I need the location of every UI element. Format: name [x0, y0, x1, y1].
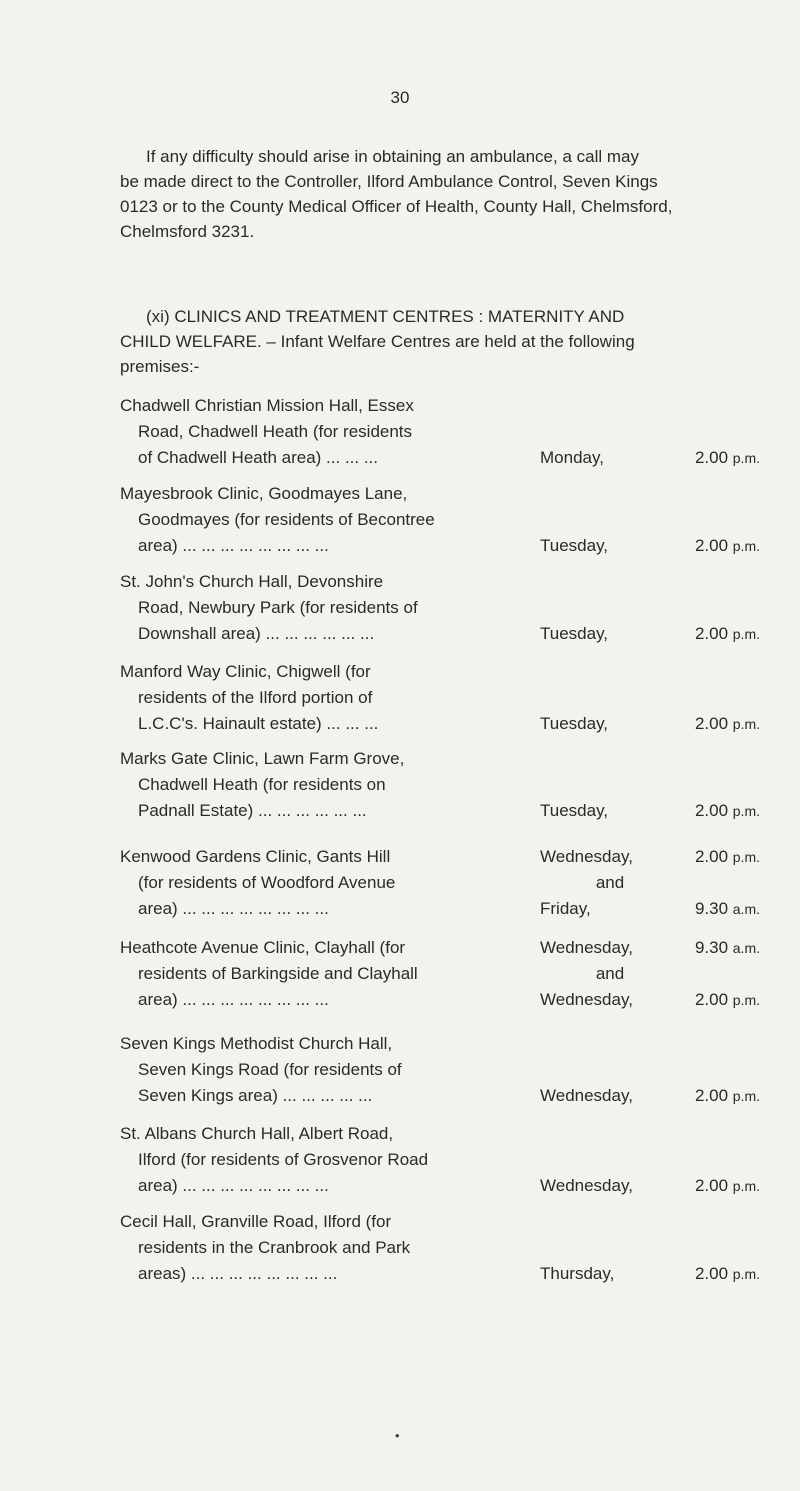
- clinic-description-line: St. Albans Church Hall, Albert Road,: [120, 1124, 394, 1143]
- session-time-value: 2.00: [694, 1086, 729, 1105]
- clinic-entry: [120, 481, 760, 559]
- session-time-value: 2.00: [694, 847, 729, 866]
- schedule-connector: [540, 961, 760, 987]
- schedule-session: [540, 798, 760, 824]
- session-time: [695, 1261, 760, 1287]
- schedule-connector: [540, 870, 760, 896]
- clinic-description-line: Padnall Estate) ... ... ... ... ... ...: [138, 801, 367, 820]
- clinic-description-line: Chadwell Christian Mission Hall, Essex: [120, 396, 414, 415]
- clinic-entry: [120, 935, 760, 1013]
- session-day: Wednesday,: [540, 990, 633, 1009]
- clinic-description-line: (for residents of Woodford Avenue: [138, 873, 396, 892]
- schedule-session: [540, 621, 760, 647]
- schedule-session: [540, 844, 760, 870]
- session-time: [695, 798, 760, 824]
- session-time-suffix: p.m.: [732, 849, 760, 865]
- clinic-description-line: area) ... ... ... ... ... ... ... ...: [138, 536, 329, 555]
- clinic-description-line: Seven Kings Road (for residents of: [138, 1060, 402, 1079]
- clinic-entry: [120, 1031, 760, 1109]
- clinic-description-line: residents of Barkingside and Clayhall: [138, 964, 418, 983]
- session-time: [695, 987, 760, 1013]
- clinic-description-line: St. John's Church Hall, Devonshire: [120, 572, 384, 591]
- session-day: Wednesday,: [540, 938, 633, 957]
- schedule-session: [540, 533, 760, 559]
- session-time-value: 2.00: [694, 536, 729, 555]
- section-heading-line-3: premises:-: [120, 357, 200, 376]
- clinic-description: [120, 659, 498, 737]
- session-time-suffix: p.m.: [732, 538, 760, 554]
- session-time: [695, 1083, 760, 1109]
- session-time-suffix: p.m.: [732, 450, 760, 466]
- session-day: Friday,: [540, 899, 591, 918]
- session-day: Tuesday,: [540, 624, 609, 643]
- clinic-entry: [120, 844, 760, 922]
- session-time: [695, 844, 760, 870]
- session-time-value: 9.30: [694, 899, 729, 918]
- clinics-section-heading: [120, 304, 765, 379]
- clinic-description-line: Kenwood Gardens Clinic, Gants Hill: [120, 847, 391, 866]
- clinic-entry: [120, 1209, 760, 1287]
- clinic-description-line: Ilford (for residents of Grosvenor Road: [138, 1150, 429, 1169]
- clinic-description-line: area) ... ... ... ... ... ... ... ...: [138, 899, 329, 918]
- session-time: [695, 896, 760, 922]
- schedule-session: [540, 935, 760, 961]
- clinic-description: [120, 1031, 498, 1109]
- clinic-description-line: Chadwell Heath (for residents on: [138, 775, 386, 794]
- clinic-description: [120, 844, 498, 922]
- clinic-description-line: Goodmayes (for residents of Becontree: [138, 510, 435, 529]
- session-time-suffix: a.m.: [732, 901, 760, 917]
- clinic-description-line: Downshall area) ... ... ... ... ... ...: [138, 624, 375, 643]
- ambulance-paragraph-line-4: Chelmsford 3231.: [120, 222, 255, 241]
- ambulance-paragraph: [120, 144, 760, 244]
- page-number: 30: [390, 88, 410, 107]
- session-time-value: 9.30: [694, 938, 729, 957]
- session-day: Tuesday,: [540, 801, 609, 820]
- session-time-value: 2.00: [694, 714, 729, 733]
- clinic-description: [120, 1209, 498, 1287]
- clinic-description-line: L.C.C's. Hainault estate) ... ... ...: [138, 714, 379, 733]
- session-time-suffix: p.m.: [732, 1088, 760, 1104]
- schedule-connector-text: and: [595, 873, 625, 892]
- session-day: Thursday,: [540, 1264, 615, 1283]
- schedule-session: [540, 445, 760, 471]
- clinic-description-line: Road, Newbury Park (for residents of: [138, 598, 418, 617]
- schedule-connector-text: and: [595, 964, 625, 983]
- session-day: Tuesday,: [540, 536, 609, 555]
- ambulance-paragraph-line-1: If any difficulty should arise in obtaining an ambulance, a call may: [146, 147, 639, 166]
- session-time-value: 2.00: [694, 448, 729, 467]
- schedule-session: [540, 711, 760, 737]
- session-time-value: 2.00: [694, 1176, 729, 1195]
- session-time-suffix: p.m.: [732, 992, 760, 1008]
- section-heading-line-1: [120, 304, 765, 329]
- session-time: [695, 935, 760, 961]
- section-heading-line-1-text: (xi) CLINICS AND TREATMENT CENTRES : MATERNITY AND: [146, 307, 625, 326]
- schedule-session: [540, 987, 760, 1013]
- session-time-suffix: p.m.: [732, 1178, 760, 1194]
- clinic-description-line: Road, Chadwell Heath (for residents: [138, 422, 413, 441]
- clinic-description-line: Cecil Hall, Granville Road, Ilford (for: [120, 1212, 392, 1231]
- section-heading-line-2: CHILD WELFARE. – Infant Welfare Centres are held at the following: [120, 332, 635, 351]
- clinic-description-line: areas) ... ... ... ... ... ... ... ...: [138, 1264, 338, 1283]
- ambulance-paragraph-line-3: 0123 or to the County Medical Officer of Health, County Hall, Chelmsford,: [120, 197, 673, 216]
- clinic-entry: [120, 659, 760, 737]
- clinic-description-line: Manford Way Clinic, Chigwell (for: [120, 662, 371, 681]
- clinic-entry: [120, 1121, 760, 1199]
- session-time-value: 2.00: [694, 990, 729, 1009]
- clinic-description-line: area) ... ... ... ... ... ... ... ...: [138, 990, 329, 1009]
- clinic-description-line: Mayesbrook Clinic, Goodmayes Lane,: [120, 484, 408, 503]
- session-time: [695, 533, 760, 559]
- clinic-description: [120, 746, 498, 824]
- schedule-session: [540, 1083, 760, 1109]
- clinic-description-line: Marks Gate Clinic, Lawn Farm Grove,: [120, 749, 405, 768]
- session-time-suffix: a.m.: [732, 940, 760, 956]
- clinic-entry: [120, 569, 760, 647]
- session-day: Wednesday,: [540, 1086, 633, 1105]
- session-time: [695, 1173, 760, 1199]
- session-day: Wednesday,: [540, 847, 633, 866]
- session-time-value: 2.00: [694, 624, 729, 643]
- session-time-value: 2.00: [694, 1264, 729, 1283]
- session-time-suffix: p.m.: [732, 1266, 760, 1282]
- schedule-session: [540, 1173, 760, 1199]
- clinic-description-line: residents of the Ilford portion of: [138, 688, 373, 707]
- clinic-entry: [120, 393, 760, 471]
- session-day: Monday,: [540, 448, 604, 467]
- session-time: [695, 445, 760, 471]
- session-day: Wednesday,: [540, 1176, 633, 1195]
- session-time-suffix: p.m.: [732, 716, 760, 732]
- clinic-description-line: of Chadwell Heath area) ... ... ...: [138, 448, 379, 467]
- session-time-suffix: p.m.: [732, 803, 760, 819]
- clinic-description-line: area) ... ... ... ... ... ... ... ...: [138, 1176, 329, 1195]
- session-time-value: 2.00: [694, 801, 729, 820]
- schedule-session: [540, 1261, 760, 1287]
- clinic-description-line: Seven Kings Methodist Church Hall,: [120, 1034, 393, 1053]
- clinic-description-line: Heathcote Avenue Clinic, Clayhall (for: [120, 938, 406, 957]
- clinic-description: [120, 569, 498, 647]
- session-time: [695, 711, 760, 737]
- clinic-description: [120, 393, 498, 471]
- ambulance-paragraph-line-2: be made direct to the Controller, Ilford Ambulance Control, Seven Kings: [120, 172, 658, 191]
- schedule-session: [540, 896, 760, 922]
- clinic-description: [120, 1121, 498, 1199]
- clinic-description: [120, 935, 498, 1013]
- clinic-description: [120, 481, 498, 559]
- clinic-description-line: residents in the Cranbrook and Park: [138, 1238, 411, 1257]
- clinic-description-line: Seven Kings area) ... ... ... ... ...: [138, 1086, 373, 1105]
- stray-mark: •: [395, 1428, 400, 1443]
- session-day: Tuesday,: [540, 714, 609, 733]
- session-time: [695, 621, 760, 647]
- clinic-entry: [120, 746, 760, 824]
- session-time-suffix: p.m.: [732, 626, 760, 642]
